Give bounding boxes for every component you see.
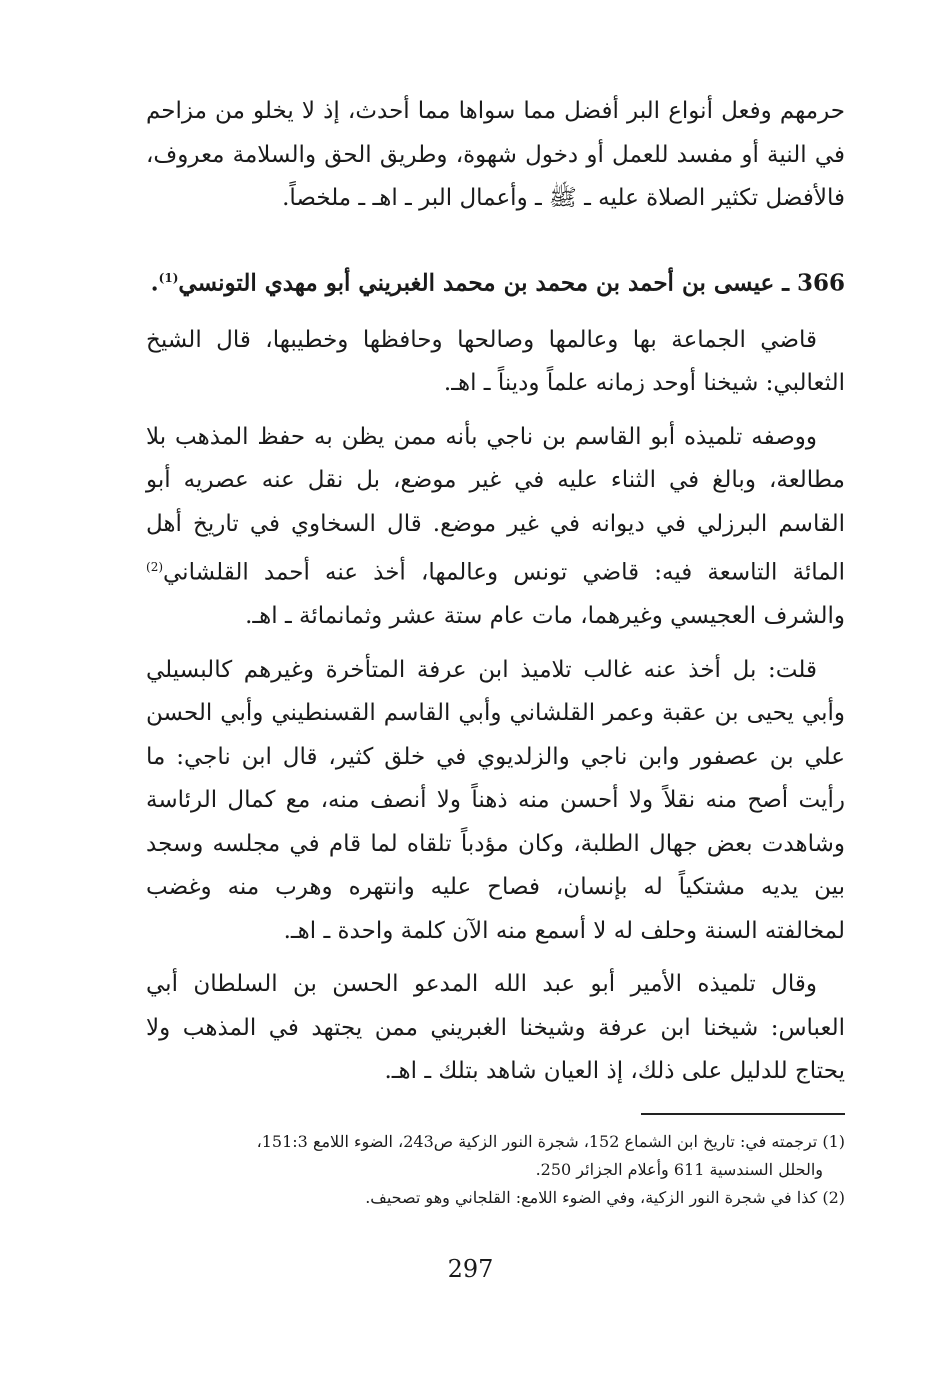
biography-heading: 366 ـ عيسى بن أحمد بن محمد بن محمد الغبريني أبو مهدي التونسي$^{(1)}$.	[150, 269, 845, 297]
footnote-1-line1: (1) ترجمته في: تاريخ ابن الشماع 152، شجرة النور الزكية ص243، الضوء اللامع 151:3،	[256, 1132, 845, 1151]
footnotes	[96, 1128, 845, 1212]
paragraph-students: قلت: بل أخذ عنه غالب تلاميذ ابن عرفة المتأخرة وغيرهم كالبسيلي وأبي يحيى بن عقبة وعمر القلشاني وأبي القاسم القسنطيني وأبي الحسن علي بن عصفور وابن ناجي والزلديوي في خلق كثير، قال ابن ناجي: ما رأيت أصح منه نقلاً ولا أحسن منه ذهناً ولا أنصف منه، مع كمال الرئاسة وشاهدت بعض جهال الطلبة، وكان مؤدباً تلقاه لما قام في مجلسه وسجد بين يديه مشتكياً له بإنسان، فصاح عليه وانتهره وهرب منه وغضب لمخالفته السنة وحلف له لا أسمع منه الآن كلمة واحدة ـ اهـ.	[146, 656, 845, 944]
page-number: 297	[447, 1255, 494, 1283]
paragraph-description-part1: ووصفه تلميذه أبو القاسم بن ناجي بأنه ممن يظن به حفظ المذهب بلا مطالعة، وبالغ في الثناء عليه في غير موضع، بل نقل عنه عصريه أبو القاسم البرزلي في ديوانه في غير موضع. قال السخاوي في تاريخ أهل المائة التاسعة فيه: قاضي تونس وعالمها، أخذ عنه أحمد القلشاني	[146, 423, 845, 586]
paragraph-continuation: حرمهم وفعل أنواع البر أفضل مما سواها مما أحدث، إذ لا يخلو من مزاحم في النية أو مفسد للعمل أو دخول شهوة، وطريق الحق والسلامة معروف، فالأفضل تكثير الصلاة عليه ـ ﷺ ـ وأعمال البر ـ اهـ ـ ملخصاً.	[146, 98, 845, 211]
footnote-separator	[641, 1113, 845, 1115]
footnote-1-line2: والحلل السندسية 611 وأعلام الجزائر 250.	[535, 1160, 823, 1179]
main-text	[146, 90, 845, 1104]
footnote-ref-1: (1)	[158, 270, 179, 285]
footnote-ref-2: (2)	[146, 560, 164, 575]
footnote-2: (2) كذا في شجرة النور الزكية، وفي الضوء اللامع: القلجاني وهو تصحيف.	[365, 1188, 845, 1207]
paragraph-description	[146, 416, 845, 639]
heading-text: 366 ـ عيسى بن أحمد بن محمد بن محمد الغبريني أبو مهدي التونسي	[178, 269, 845, 297]
paragraph-qadi: قاضي الجماعة بها وعالمها وصالحها وحافظها وخطيبها، قال الشيخ الثعالبي: شيخنا أوحد زمانه علماً وديناً ـ اهـ.	[146, 326, 845, 397]
paragraph-description-part2: والشرف العجيسي وغيرهما، مات عام ستة عشر وثمانمائة ـ اهـ.	[245, 603, 845, 630]
paragraph-emir: وقال تلميذه الأمير أبو عبد الله المدعو الحسن بن السلطان أبي العباس: شيخنا ابن عرفة وشيخنا الغبريني ممن يجتهد في المذهب ولا يحتاج للدليل على ذلك، إذ العيان شاهد بتلك ـ اهـ.	[146, 971, 845, 1085]
